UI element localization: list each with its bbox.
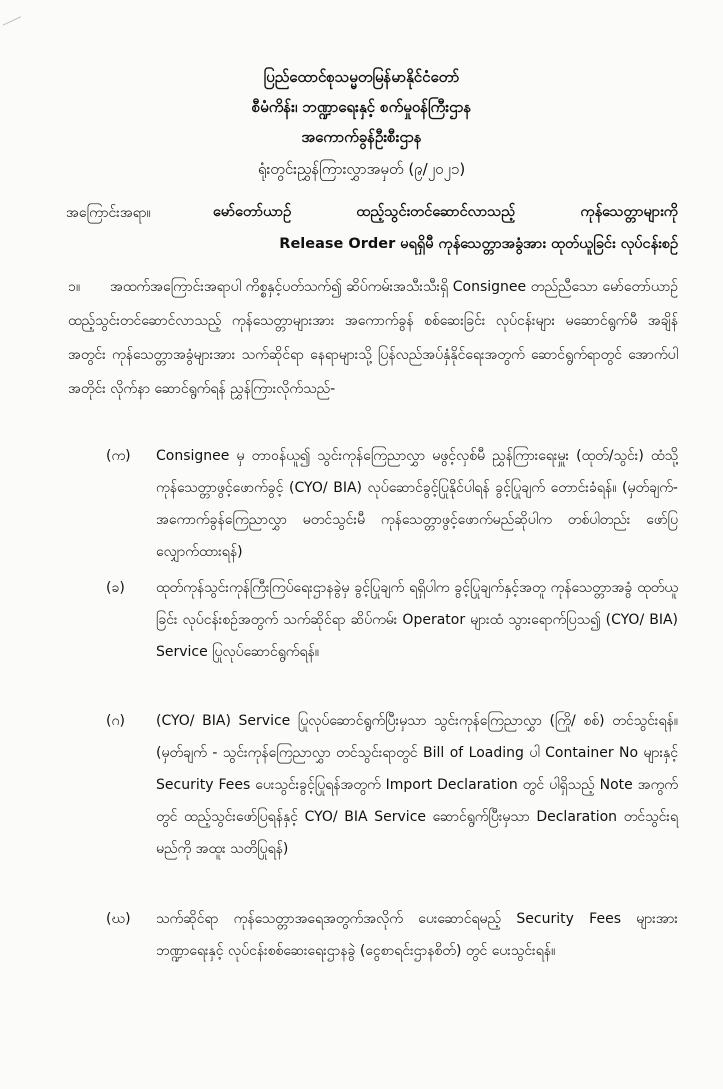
header-department: အကောက်ခွန်ဦးစီးဌာန <box>301 128 422 146</box>
item-text: သက်ဆိုင်ရာ ကုန်သေတ္တာအရေအတွက်အလိုက် ပေးဆောင်ရမည့် Security Fees များအား ဘဏ္ဍာရေးနှင့် လုပ်ငန်းစစ်ဆေးရေးဌာနခွဲ (ငွေစာရင်းဌာနစိတ်) တွင် ပေးသွင်းရန်။ <box>156 911 678 959</box>
list-item <box>106 572 678 668</box>
item-marker: (ဃ) <box>106 911 131 927</box>
header-country: ပြည်ထောင်စုသမ္မတမြန်မာနိုင်ငံတော် <box>263 68 460 86</box>
item-marker: (ခ) <box>106 580 125 596</box>
paragraph-text: အထက်အကြောင်းအရာပါ ကိစ္စနှင့်ပတ်သက်၍ ဆိပ်ကမ်းအသီးသီးရှိ Consignee တည်ညီသော မော်တော်ယာဉ် ထည့်သွင်းတင်ဆောင်လာသည့် ကုန်သေတ္တာများအား အကောက်ခွန် စစ်ဆေးခြင်း လုပ်ငန်းများ မဆောင်ရွက်မီ အချိန်အတွင်း ကုန်သေတ္တာအခွံများအား သက်ဆိုင်ရာ နေရာများသို့ ပြန်လည်အပ်နှံနိုင်ရေးအတွက် ဆောင်ရွက်ရာတွင် အောက်ပါအတိုင်း လိုက်နာ ဆောင်ရွက်ရန် ညွှန်ကြားလိုက်သည်- <box>68 279 678 397</box>
scan-mark <box>3 16 26 34</box>
item-marker: (ဂ) <box>106 713 125 729</box>
document-header <box>0 62 723 152</box>
list-item <box>106 440 678 568</box>
subject-line-1: မော်တော်ယာဉ် ထည့်သွင်းတင်ဆောင်လာသည့် ကုန်သေတ္တာများကို <box>213 204 678 220</box>
paragraph-number: ၁။ <box>68 279 81 295</box>
reference-number: ရုံးတွင်းညွှန်ကြားလွှာအမှတ် (၉/၂၀၂၁) <box>257 160 466 178</box>
paragraph-1 <box>68 270 678 406</box>
header-ministry: စီမံကိန်း၊ ဘဏ္ဍာရေးနှင့် စက်မှုဝန်ကြီးဌာန <box>251 98 472 116</box>
item-text: Consignee မှ တာဝန်ယူ၍ သွင်းကုန်ကြေညာလွှာ မဖွင့်လှစ်မီ ညွှန်ကြားရေးမှူး (ထုတ်/သွင်း) ထံသို့ ကုန်သေတ္တာဖွင့်ဖောက်ခွင့် (CYO/ BIA) လုပ်ဆောင်ခွင့်ပြုနိုင်ပါရန် ခွင့်ပြုချက် တောင်းခံရန်။ (မှတ်ချက်- အကောက်ခွန်ကြေညာလွှာ မတင်သွင်းမီ ကုန်သေတ္တာဖွင့်ဖောက်မည်ဆိုပါက တစ်ပါတည်း ဖော်ပြလျှောက်ထားရန်) <box>156 448 678 560</box>
item-marker: (က) <box>106 448 131 464</box>
subject-line-2: Release Order မရရှိမီ ကုန်သေတ္တာအခွံအား ထုတ်ယူခြင်း လုပ်ငန်းစဉ် <box>279 236 678 252</box>
list-item <box>106 903 678 967</box>
item-text: (CYO/ BIA) Service ပြုလုပ်ဆောင်ရွက်ပြီးမှသာ သွင်းကုန်ကြေညာလွှာ (ကြို/ စစ်) တင်သွင်းရန်။ (မှတ်ချက် - သွင်းကုန်ကြေညာလွှာ တင်သွင်းရာတွင် Bill of Loading ပါ Container No များနှင့် Security Fees ပေးသွင်းခွင့်ပြုရန်အတွက် Import Declaration တွင် ပါရှိသည့် Note အကွက်တွင် ထည့်သွင်းဖော်ပြရန်နှင့် CYO/ BIA Service ဆောင်ရွက်ပြီးမှသာ Declaration တင်သွင်းရမည်ကို အထူး သတိပြုရန်) <box>156 713 678 857</box>
list-item <box>106 705 678 865</box>
subject-label: အကြောင်းအရာ။ <box>66 205 151 221</box>
item-text: ထုတ်ကုန်သွင်းကုန်ကြီးကြပ်ရေးဌာနခွဲမှ ခွင့်ပြုချက် ရရှိပါက ခွင့်ပြုချက်နှင့်အတူ ကုန်သေတ္တာအခွံ ထုတ်ယူခြင်း လုပ်ငန်းစဉ်အတွက် သက်ဆိုင်ရာ ဆိပ်ကမ်း Operator များထံ သွားရောက်ပြသ၍ (CYO/ BIA) Service ပြုလုပ်ဆောင်ရွက်ရန်။ <box>156 580 678 660</box>
